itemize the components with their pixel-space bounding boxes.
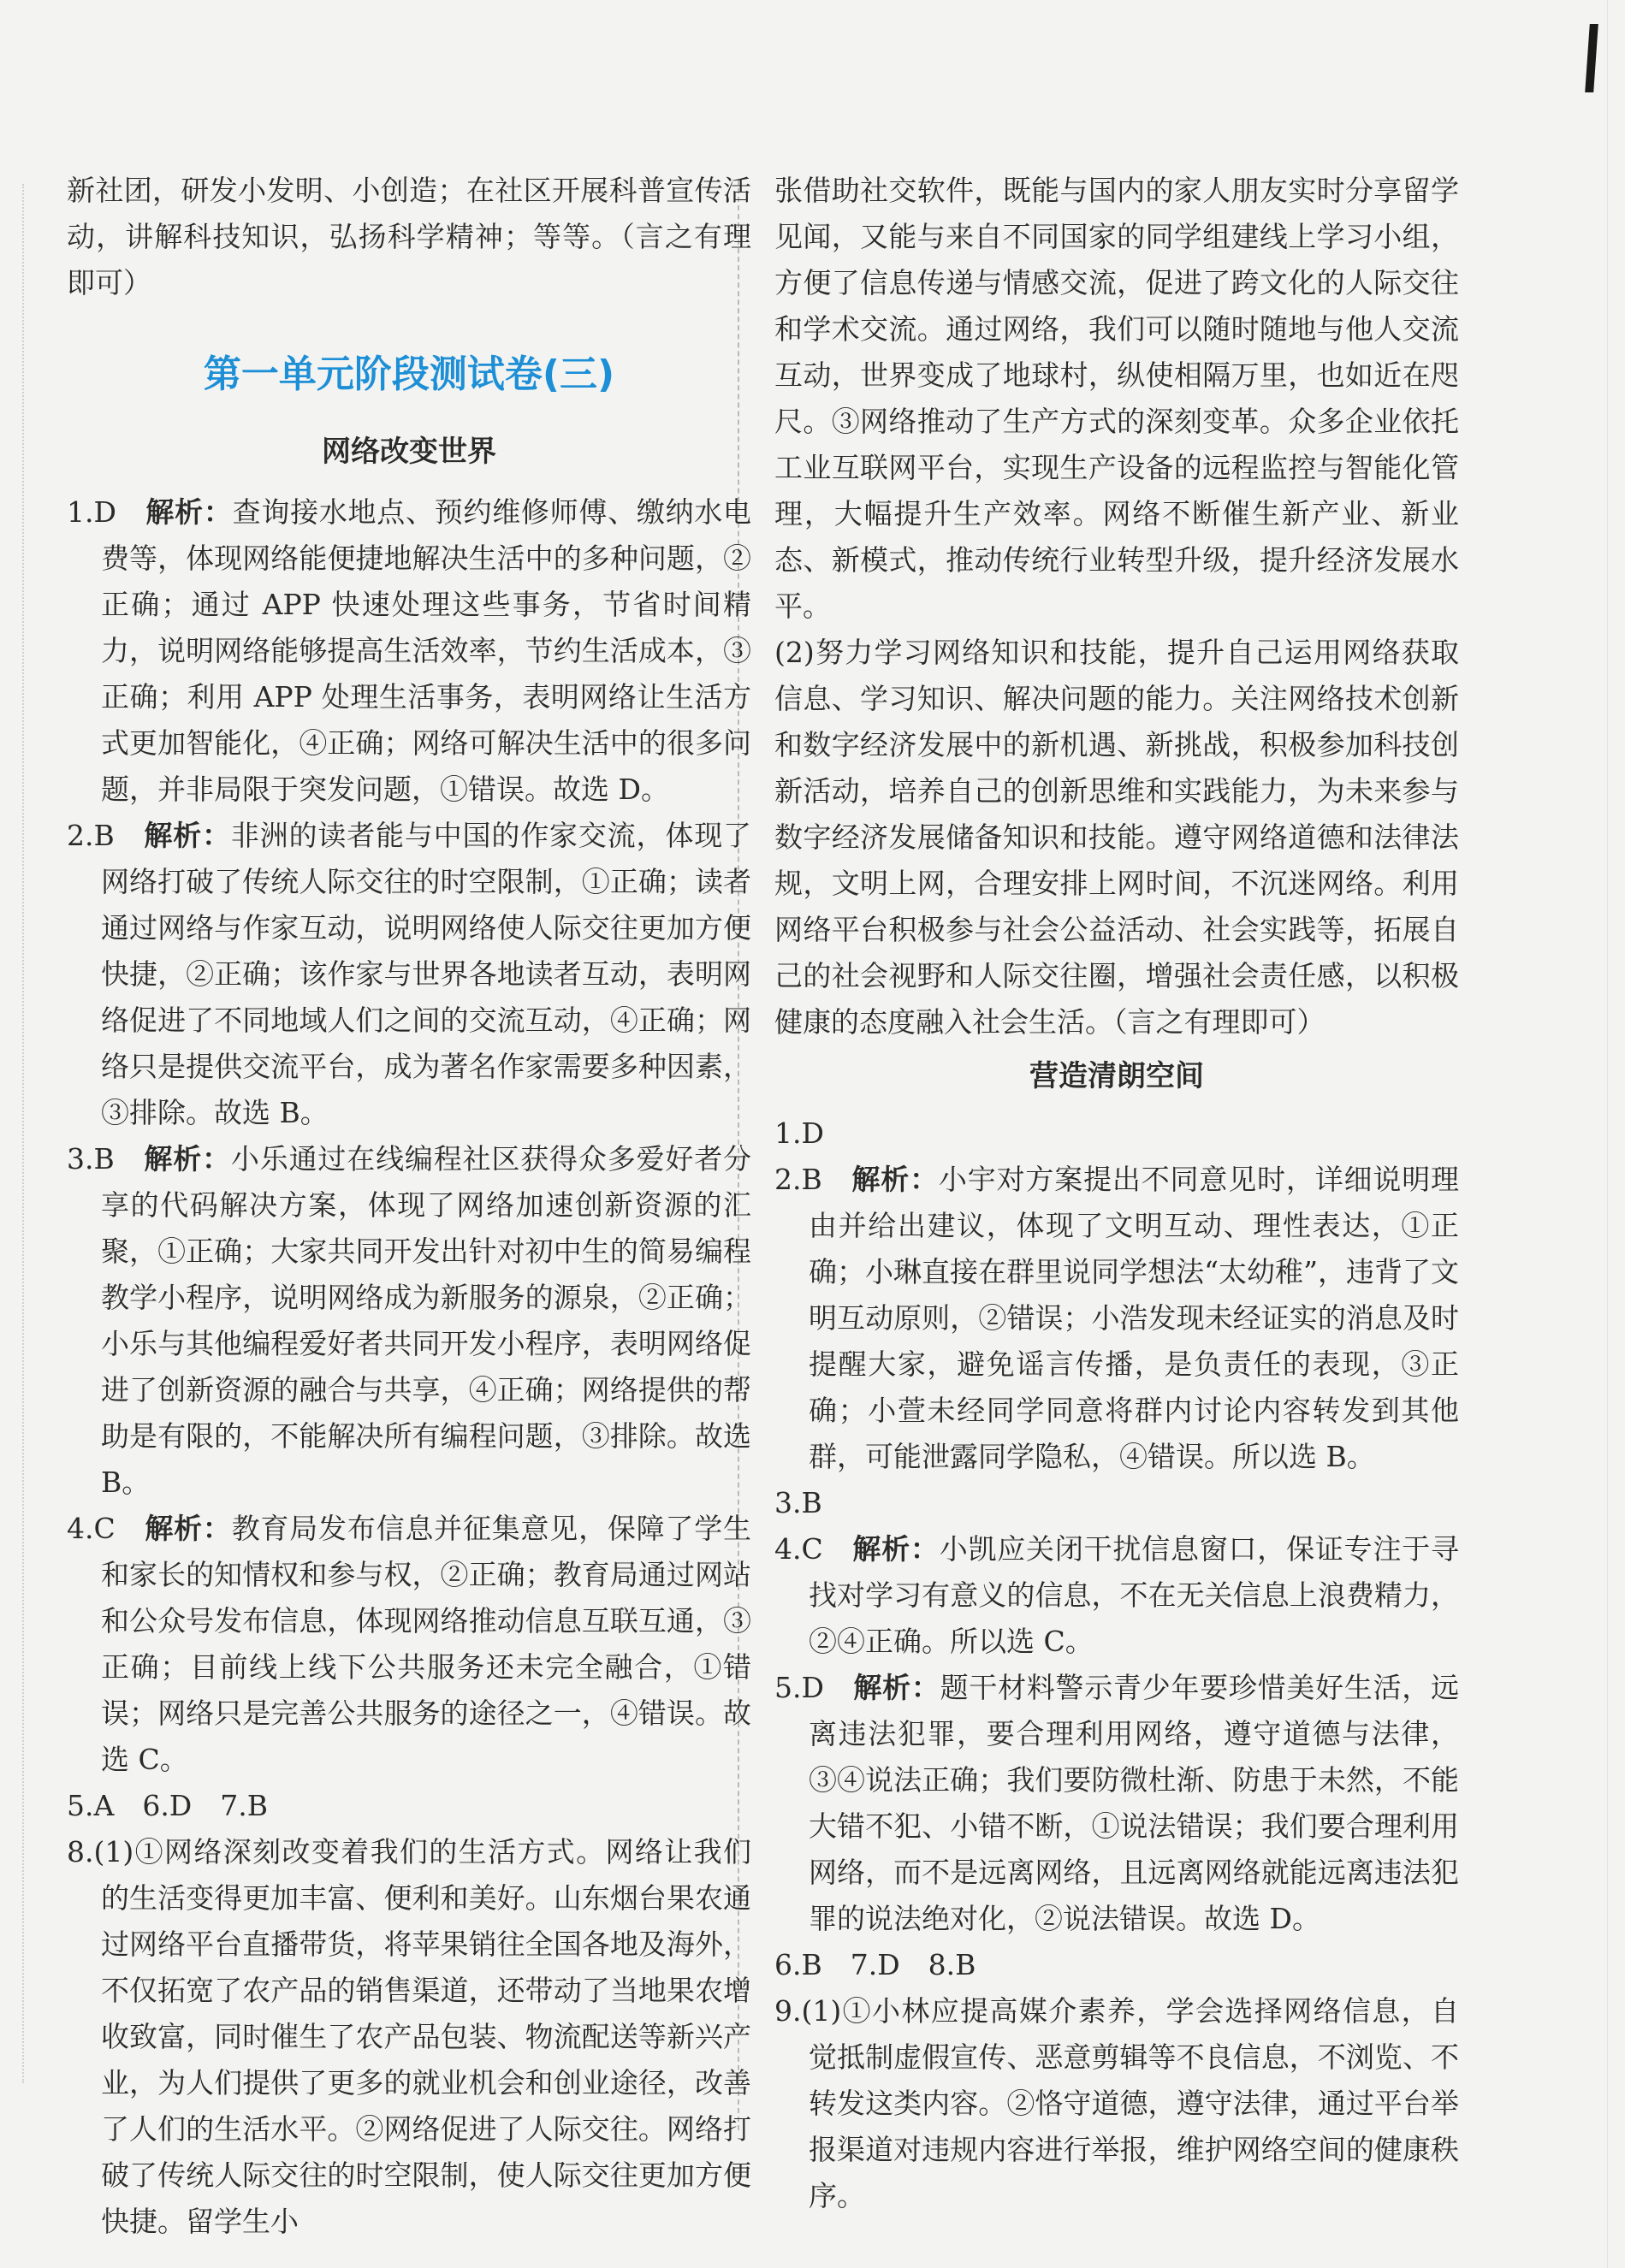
answer-item-short: 6.B 7.D 8.B [774, 1948, 976, 1981]
answer-item [67, 813, 751, 1136]
section-heading-clean-space: 营造清朗空间 [1029, 1059, 1204, 1093]
analysis-label: 解析： [145, 495, 233, 529]
analysis-text: 题干材料警示青少年要珍惜美好生活，远离违法犯罪，要合理利用网络，遵守道德与法律，③④说法正确；我们要防微杜渐、防患于未然，不能大错不犯、小错不断，①说法错误；我们要合理利用网络，而不是远离网络，且远离网络就能远离违法犯罪的说法绝对化，②说法错误。故选 D。 [809, 1671, 1460, 1935]
answer-number: 1.D [67, 495, 116, 529]
answer-item [67, 489, 751, 813]
analysis-label: 解析： [853, 1671, 940, 1704]
answer-number: 2.B [774, 1163, 822, 1196]
answer-item [774, 1988, 1459, 2219]
answer-item-short: 3.B [774, 1486, 822, 1519]
answer-item [67, 1829, 751, 2245]
analysis-label: 解析： [144, 819, 231, 852]
right-column [774, 168, 1459, 2219]
analysis-text: 查询接水地点、预约维修师傅、缴纳水电费等，体现网络能便捷地解决生活中的多种问题，②正确；通过 APP 快速处理这些事务，节省时间精力，说明网络能够提高生活效率，节约生活成本，③正确；利用 APP 处理生活事务，表明网络让生活方式更加智能化，④正确；网络可解决生活中的很多问题，并非局限于突发问题，①错误。故选 D。 [101, 495, 752, 806]
section-heading-network-change: 网络改变世界 [322, 435, 496, 469]
analysis-label: 解析： [145, 1512, 232, 1545]
analysis-text: 小乐通过在线编程社区获得众多爱好者分享的代码解决方案，体现了网络加速创新资源的汇聚，①正确；大家共同开发出针对初中生的简易编程教学小程序，说明网络成为新服务的源泉，②正确；小乐与其他编程爱好者共同开发小程序，表明网络促进了创新资源的融合与共享，④正确；网络提供的帮助是有限的，不能解决所有编程问题，③排除。故选 B。 [101, 1142, 752, 1499]
analysis-label: 解析： [852, 1532, 940, 1566]
margin-rule [22, 184, 24, 2083]
analysis-label: 解析： [851, 1163, 939, 1196]
continued-paragraph: 张借助社交软件，既能与国内的家人朋友实时分享留学见闻，又能与来自不同国家的同学组建线上学习小组，方便了信息传递与情感交流，促进了跨文化的人际交往和学术交流。通过网络，我们可以随时随地与他人交流互动，世界变成了地球村，纵使相隔万里，也如近在咫尺。③网络推动了生产方式的深刻变革。众多企业依托工业互联网平台，实现生产设备的远程监控与智能化管理，大幅提升生产效率。网络不断催生新产业、新业态、新模式，推动传统行业转型升级，提升经济发展水平。 [774, 174, 1459, 623]
answer-item-short: 5.A 6.D 7.B [67, 1789, 268, 1822]
analysis-text: 非洲的读者能与中国的作家交流，体现了网络打破了传统人际交往的时空限制，①正确；读者通过网络与作家互动，说明网络使人际交往更加方便快捷，②正确；该作家与世界各地读者互动，表明网络促进了不同地域人们之间的交流互动，④正确；网络只是提供交流平台，成为著名作家需要多种因素，③排除。故选 B。 [101, 819, 752, 1129]
analysis-text: 小宇对方案提出不同意见时，详细说明理由并给出建议，体现了文明互动、理性表达，①正确；小琳直接在群里说同学想法“太幼稚”，违背了文明互动原则，②错误；小浩发现未经证实的消息及时提醒大家，避免谣言传播，是负责任的表现，③正确；小萱未经同学同意将群内讨论内容转发到其他群，可能泄露同学隐私，④错误。所以选 B。 [809, 1163, 1460, 1473]
answer-text: (1)①网络深刻改变着我们的生活方式。网络让我们的生活变得更加丰富、便利和美好。山东烟台果农通过网络平台直播带货，将苹果销往全国各地及海外，不仅拓宽了农产品的销售渠道，还带动了当地果农增收致富，同时催生了农产品包装、物流配送等新兴产业，为人们提供了更多的就业机会和创业途径，改善了人们的生活水平。②网络促进了人际交往。网络打破了传统人际交往的时空限制，使人际交往更加方便快捷。留学生小 [93, 1835, 751, 2238]
analysis-text: 小凯应关闭干扰信息窗口，保证专注于寻找对学习有意义的信息，不在无关信息上浪费精力，②④正确。所以选 C。 [809, 1532, 1460, 1658]
answer-item [774, 1665, 1459, 1942]
answer-text: (1)①小林应提高媒介素养，学会选择网络信息，自觉抵制虚假宣传、恶意剪辑等不良信息，不浏览、不转发这类内容。②恪守道德，遵守法律，通过平台举报渠道对违规内容进行举报，维护网络空间的健康秩序。 [801, 1994, 1459, 2212]
answer-item-short: 1.D [774, 1116, 824, 1150]
answer-part-2: (2)努力学习网络知识和技能，提升自己运用网络获取信息、学习知识、解决问题的能力。关注网络技术创新和数字经济发展中的新机遇、新挑战，积极参加科技创新活动，培养自己的创新思维和实践能力，为未来参与数字经济发展储备知识和技能。遵守网络道德和法律法规，文明上网，合理安排上网时间，不沉迷网络。利用网络平台积极参与社会公益活动、社会实践等，拓展自己的社会视野和人际交往圈，增强社会责任感，以积极健康的态度融入社会生活。（言之有理即可） [774, 636, 1459, 1039]
answer-item [67, 1506, 751, 1783]
answer-item [67, 1136, 751, 1506]
intro-paragraph: 新社团，研发小发明、小创造；在社区开展科普宣传活动，讲解科技知识，弘扬科学精神；等等。（言之有理即可） [67, 174, 751, 299]
left-column [67, 168, 751, 2245]
test-title: 第一单元阶段测试卷(三) [203, 352, 615, 396]
answer-number: 3.B [67, 1142, 115, 1175]
answer-item [774, 1157, 1459, 1480]
page-edge-line [1607, 0, 1608, 2268]
answer-number: 5.D [774, 1671, 824, 1704]
answer-number: 4.C [774, 1532, 823, 1566]
answer-number: 9. [774, 1994, 802, 2028]
analysis-text: 教育局发布信息并征集意见，保障了学生和家长的知情权和参与权，②正确；教育局通过网站和公众号发布信息，体现网络推动信息互联互通，③正确；目前线上线下公共服务还未完全融合，①错误；网络只是完善公共服务的途径之一，④错误。故选 C。 [101, 1512, 752, 1776]
answer-number: 2.B [67, 819, 115, 852]
answer-number: 8. [67, 1835, 94, 1868]
answer-number: 4.C [67, 1512, 116, 1545]
answer-item [774, 1526, 1459, 1665]
analysis-label: 解析： [144, 1142, 231, 1175]
corner-mark [1585, 24, 1598, 92]
